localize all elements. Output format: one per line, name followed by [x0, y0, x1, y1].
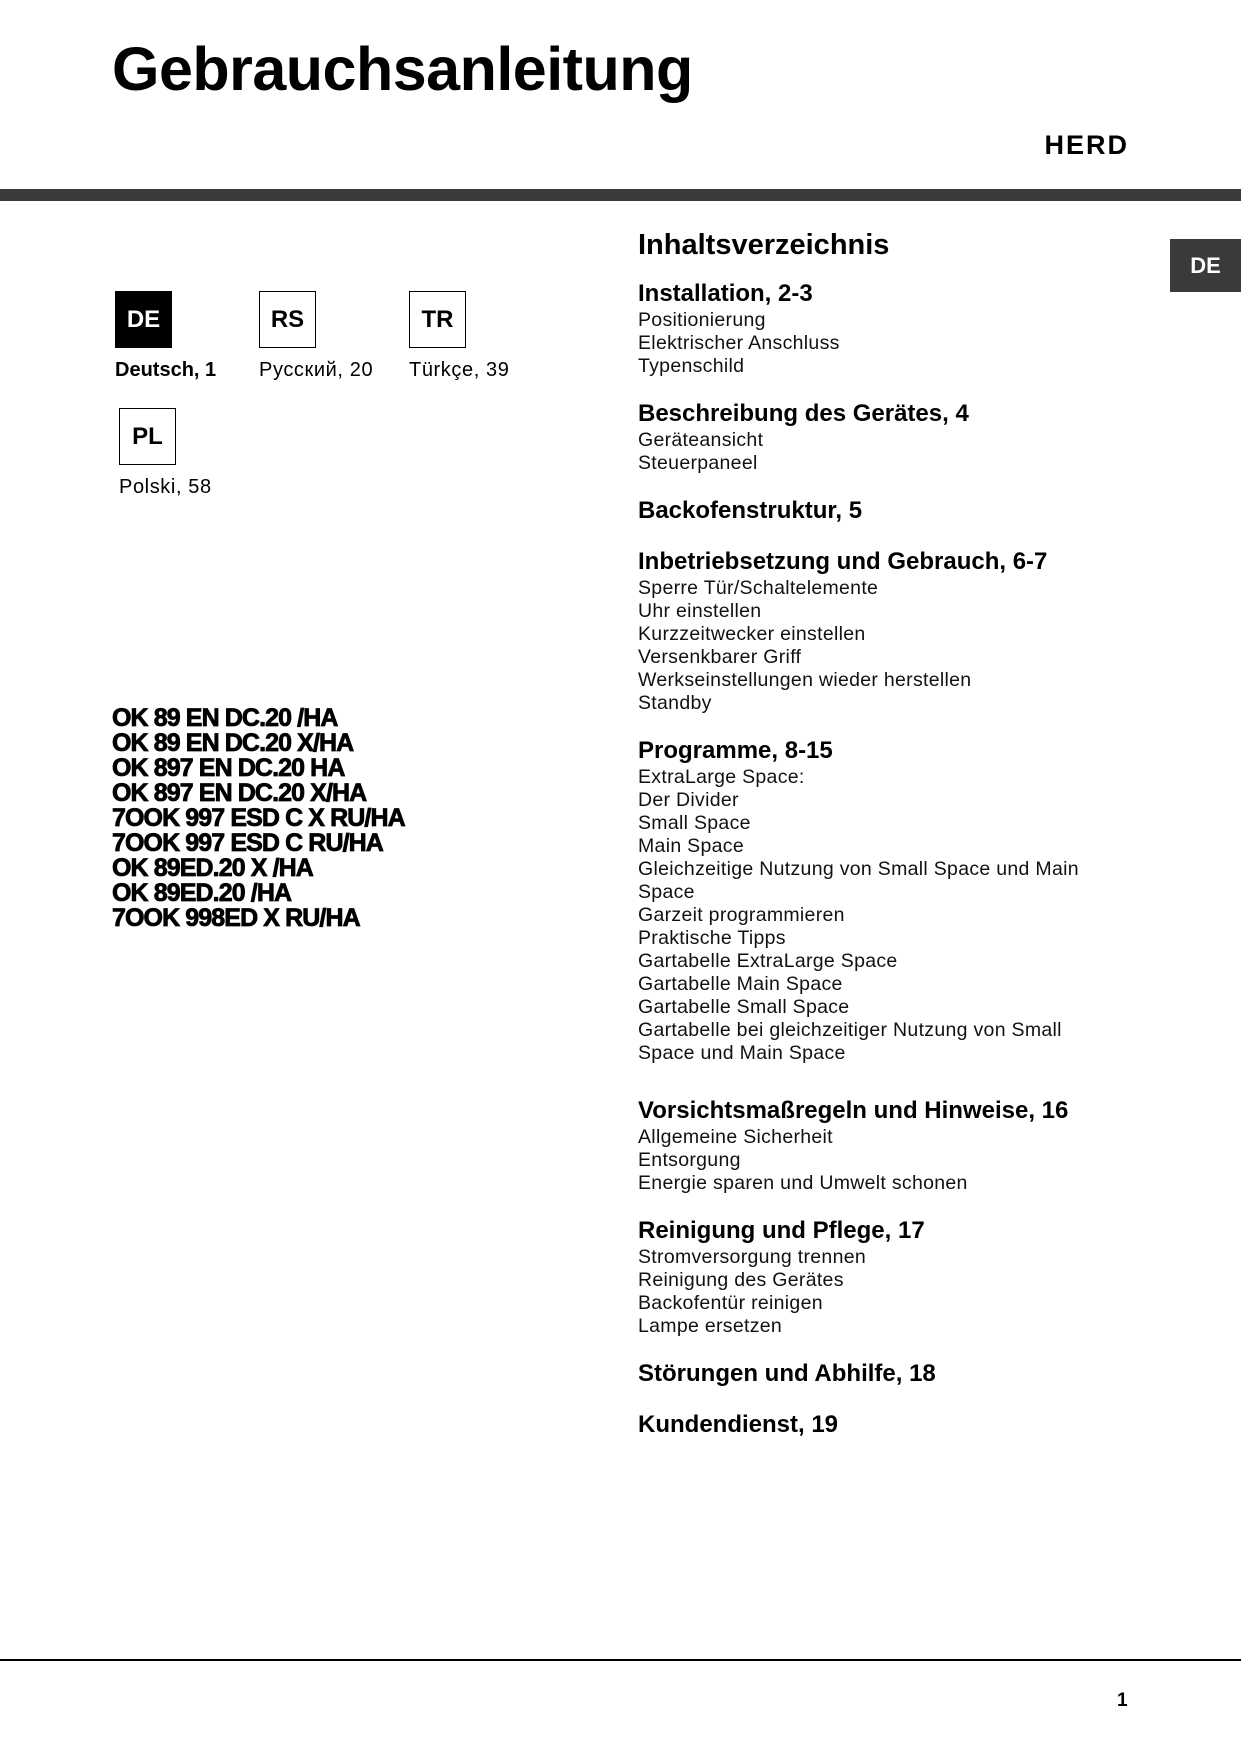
toc-heading[interactable]: Vorsichtsmaßregeln und Hinweise, 16: [638, 1097, 1069, 1124]
language-item-tr[interactable]: [409, 291, 589, 382]
toc-heading[interactable]: Kundendienst, 19: [638, 1411, 839, 1438]
toc-section-description: [638, 399, 1198, 475]
toc-section-precautions: [638, 1096, 1198, 1195]
toc-heading[interactable]: Störungen und Abhilfe, 18: [638, 1360, 936, 1387]
toc-subitem[interactable]: Energie sparen und Umwelt schonen: [638, 1172, 968, 1194]
toc-heading[interactable]: Reinigung und Pflege, 17: [638, 1217, 925, 1244]
toc-section-operation: [638, 547, 1198, 715]
toc-subitems: [638, 577, 1198, 715]
toc-section-programs: [638, 736, 1198, 1065]
toc-subitem[interactable]: Space und Main Space: [638, 1042, 846, 1064]
language-code-box: TR: [409, 291, 466, 348]
toc-subitem[interactable]: Versenkbarer Griff: [638, 646, 802, 668]
model-item: 7OOK 997 ESD C RU/HA: [112, 829, 383, 857]
toc-subitem[interactable]: Sperre Tür/Schaltelemente: [638, 577, 879, 599]
model-item: OK 89 EN DC.20 X/HA: [112, 729, 354, 757]
model-item: OK 89ED.20 X /HA: [112, 854, 313, 882]
model-item: OK 89 EN DC.20 /HA: [112, 704, 338, 732]
toc-subitem[interactable]: Space: [638, 881, 695, 903]
language-label: Polski, 58: [119, 476, 212, 498]
toc-subitem[interactable]: Der Divider: [638, 789, 739, 811]
toc-subitem[interactable]: Standby: [638, 692, 712, 714]
language-code-box: PL: [119, 408, 176, 465]
toc-subitem[interactable]: Positionierung: [638, 309, 766, 331]
toc-subitem[interactable]: Small Space: [638, 812, 751, 834]
toc-subitem[interactable]: Kurzzeitwecker einstellen: [638, 623, 866, 645]
toc-subitem[interactable]: Reinigung des Gerätes: [638, 1269, 844, 1291]
toc-subitem[interactable]: Gleichzeitige Nutzung von Small Space und Main: [638, 858, 1079, 880]
toc-subitem[interactable]: Werkseinstellungen wieder herstellen: [638, 669, 972, 691]
product-type: HERD: [1044, 130, 1129, 160]
document-title: Gebrauchsanleitung: [112, 35, 693, 103]
model-item: 7OOK 998ED X RU/HA: [112, 904, 360, 932]
toc-subitems: [638, 1126, 1198, 1195]
table-of-contents: [638, 225, 1198, 1461]
toc-heading[interactable]: Programme, 8-15: [638, 737, 833, 764]
toc-heading[interactable]: Installation, 2-3: [638, 280, 813, 307]
toc-subitem[interactable]: Gartabelle Main Space: [638, 973, 843, 995]
toc-subitem[interactable]: Typenschild: [638, 355, 745, 377]
toc-subitem[interactable]: Main Space: [638, 835, 744, 857]
language-code-box: RS: [259, 291, 316, 348]
toc-subitem[interactable]: Allgemeine Sicherheit: [638, 1126, 833, 1148]
toc-subitem[interactable]: Entsorgung: [638, 1149, 741, 1171]
language-side-tab: DE: [1170, 239, 1241, 292]
toc-subitem[interactable]: Lampe ersetzen: [638, 1315, 783, 1337]
language-label: Türkçe, 39: [409, 359, 510, 381]
toc-subitem[interactable]: Praktische Tipps: [638, 927, 786, 949]
model-list: [112, 706, 405, 931]
toc-subitem[interactable]: Geräteansicht: [638, 429, 764, 451]
toc-section-oven-structure: [638, 496, 1198, 526]
language-code-box: DE: [115, 291, 172, 348]
toc-subitems: [638, 1246, 1198, 1338]
toc-subitem[interactable]: ExtraLarge Space:: [638, 766, 805, 788]
toc-heading[interactable]: Inbetriebsetzung und Gebrauch, 6-7: [638, 548, 1048, 575]
language-item-pl[interactable]: [119, 408, 299, 499]
language-label: Русский, 20: [259, 359, 374, 381]
toc-subitem[interactable]: Gartabelle ExtraLarge Space: [638, 950, 898, 972]
toc-subitem[interactable]: Garzeit programmieren: [638, 904, 845, 926]
header-divider: [0, 189, 1241, 201]
toc-subitem[interactable]: Uhr einstellen: [638, 600, 762, 622]
toc-heading[interactable]: Beschreibung des Gerätes, 4: [638, 400, 969, 427]
toc-section-troubleshooting: [638, 1359, 1198, 1389]
toc-subitem[interactable]: Stromversorgung trennen: [638, 1246, 867, 1268]
toc-heading[interactable]: Backofenstruktur, 5: [638, 497, 863, 524]
footer-divider: [0, 1659, 1241, 1661]
toc-subitems: [638, 766, 1198, 1065]
toc-subitem[interactable]: Gartabelle bei gleichzeitiger Nutzung von Small: [638, 1019, 1062, 1041]
toc-subitem[interactable]: Gartabelle Small Space: [638, 996, 850, 1018]
page-number: 1: [1117, 1690, 1128, 1711]
toc-subitem[interactable]: Backofentür reinigen: [638, 1292, 823, 1314]
model-item: OK 89ED.20 /HA: [112, 879, 292, 907]
toc-subitem[interactable]: Elektrischer Anschluss: [638, 332, 840, 354]
toc-subitem[interactable]: Steuerpaneel: [638, 452, 758, 474]
language-label: Deutsch, 1: [115, 359, 217, 381]
model-item: OK 897 EN DC.20 X/HA: [112, 779, 367, 807]
toc-section-cleaning: [638, 1216, 1198, 1338]
model-item: OK 897 EN DC.20 HA: [112, 754, 345, 782]
toc-title: Inhaltsverzeichnis: [638, 229, 890, 261]
toc-subitems: [638, 429, 1198, 475]
toc-subitems: [638, 309, 1198, 378]
model-item: 7OOK 997 ESD C X RU/HA: [112, 804, 405, 832]
toc-section-installation: [638, 279, 1198, 378]
toc-section-customer-service: [638, 1410, 1198, 1440]
